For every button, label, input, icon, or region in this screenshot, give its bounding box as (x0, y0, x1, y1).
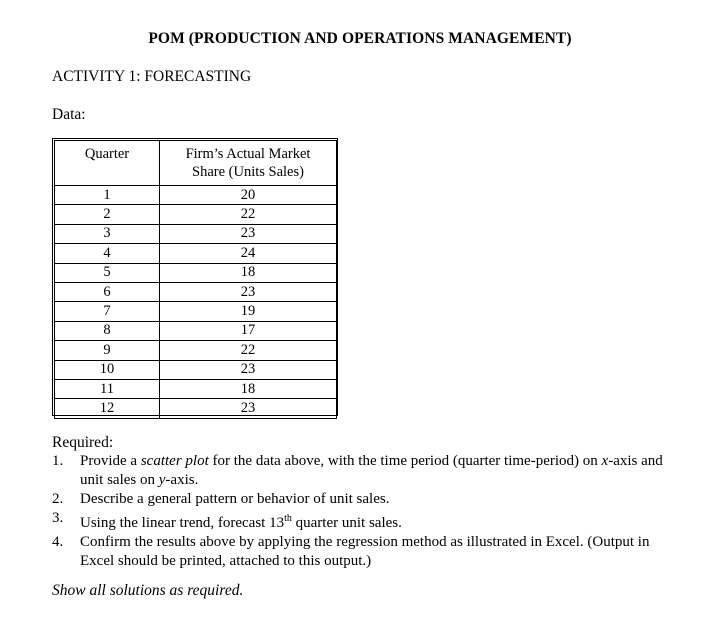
cell-quarter: 8 (55, 321, 160, 340)
cell-quarter: 5 (55, 263, 160, 282)
list-item-number: 2. (52, 491, 64, 507)
cell-sales: 24 (160, 244, 337, 263)
cell-quarter: 10 (55, 360, 160, 379)
list-item-text: Describe a general pattern or behavior of unit sales. (80, 491, 390, 507)
list-item-number: 3. (52, 510, 64, 526)
cell-sales: 22 (160, 205, 337, 224)
table-row (55, 224, 337, 243)
column-header-market-share (160, 141, 337, 186)
table-row (55, 282, 337, 301)
list-item (52, 490, 682, 509)
cell-sales: 19 (160, 302, 337, 321)
table-row (55, 205, 337, 224)
header-line-1: Firm’s Actual Market (185, 146, 311, 162)
table-header-row (55, 141, 337, 186)
document-title: POM (PRODUCTION AND OPERATIONS MANAGEMENT) (148, 30, 572, 47)
cell-quarter: 2 (55, 205, 160, 224)
list-item (52, 533, 682, 571)
cell-quarter: 4 (55, 244, 160, 263)
cell-quarter: 11 (55, 379, 160, 398)
cell-sales: 23 (160, 399, 337, 418)
footer-instruction: Show all solutions as required. (52, 582, 244, 599)
table-row (55, 341, 337, 360)
activity-heading: ACTIVITY 1: FORECASTING (52, 68, 252, 85)
table-row (55, 379, 337, 398)
cell-sales: 23 (160, 360, 337, 379)
cell-quarter: 9 (55, 341, 160, 360)
cell-sales: 18 (160, 263, 337, 282)
cell-sales: 22 (160, 341, 337, 360)
table-row (55, 302, 337, 321)
header-line-2: Share (Units Sales) (192, 164, 304, 180)
data-label: Data: (52, 106, 86, 123)
table-row (55, 399, 337, 418)
cell-quarter: 1 (55, 186, 160, 205)
cell-sales: 20 (160, 186, 337, 205)
table-row (55, 263, 337, 282)
cell-sales: 23 (160, 282, 337, 301)
table-row (55, 244, 337, 263)
list-item-text: Confirm the results above by applying the regression method as illustrated in Excel. (Output in Excel should be printed, attached to this output.) (80, 534, 650, 569)
required-heading: Required: (52, 434, 114, 451)
table-row (55, 186, 337, 205)
list-item-number: 1. (52, 453, 64, 469)
table-row (55, 321, 337, 340)
required-list (52, 452, 682, 571)
cell-sales: 17 (160, 321, 337, 340)
emphasis-text: scatter plot (140, 453, 209, 469)
table-body (55, 186, 337, 419)
cell-quarter: 6 (55, 282, 160, 301)
cell-sales: 23 (160, 224, 337, 243)
cell-quarter: 12 (55, 399, 160, 418)
column-header-quarter: Quarter (55, 141, 160, 186)
list-item: 1. Provide a scatter plot for the data above, with the time period (quarter time-period) on x-axis and unit sales on y-axis. (52, 453, 663, 488)
data-table (54, 140, 337, 419)
list-item-number: 4. (52, 534, 64, 550)
table-row (55, 360, 337, 379)
superscript: th (284, 513, 292, 524)
cell-quarter: 3 (55, 224, 160, 243)
cell-sales: 18 (160, 379, 337, 398)
list-item: 3. Using the linear trend, forecast 13th quarter unit sales. (52, 510, 402, 531)
cell-quarter: 7 (55, 302, 160, 321)
